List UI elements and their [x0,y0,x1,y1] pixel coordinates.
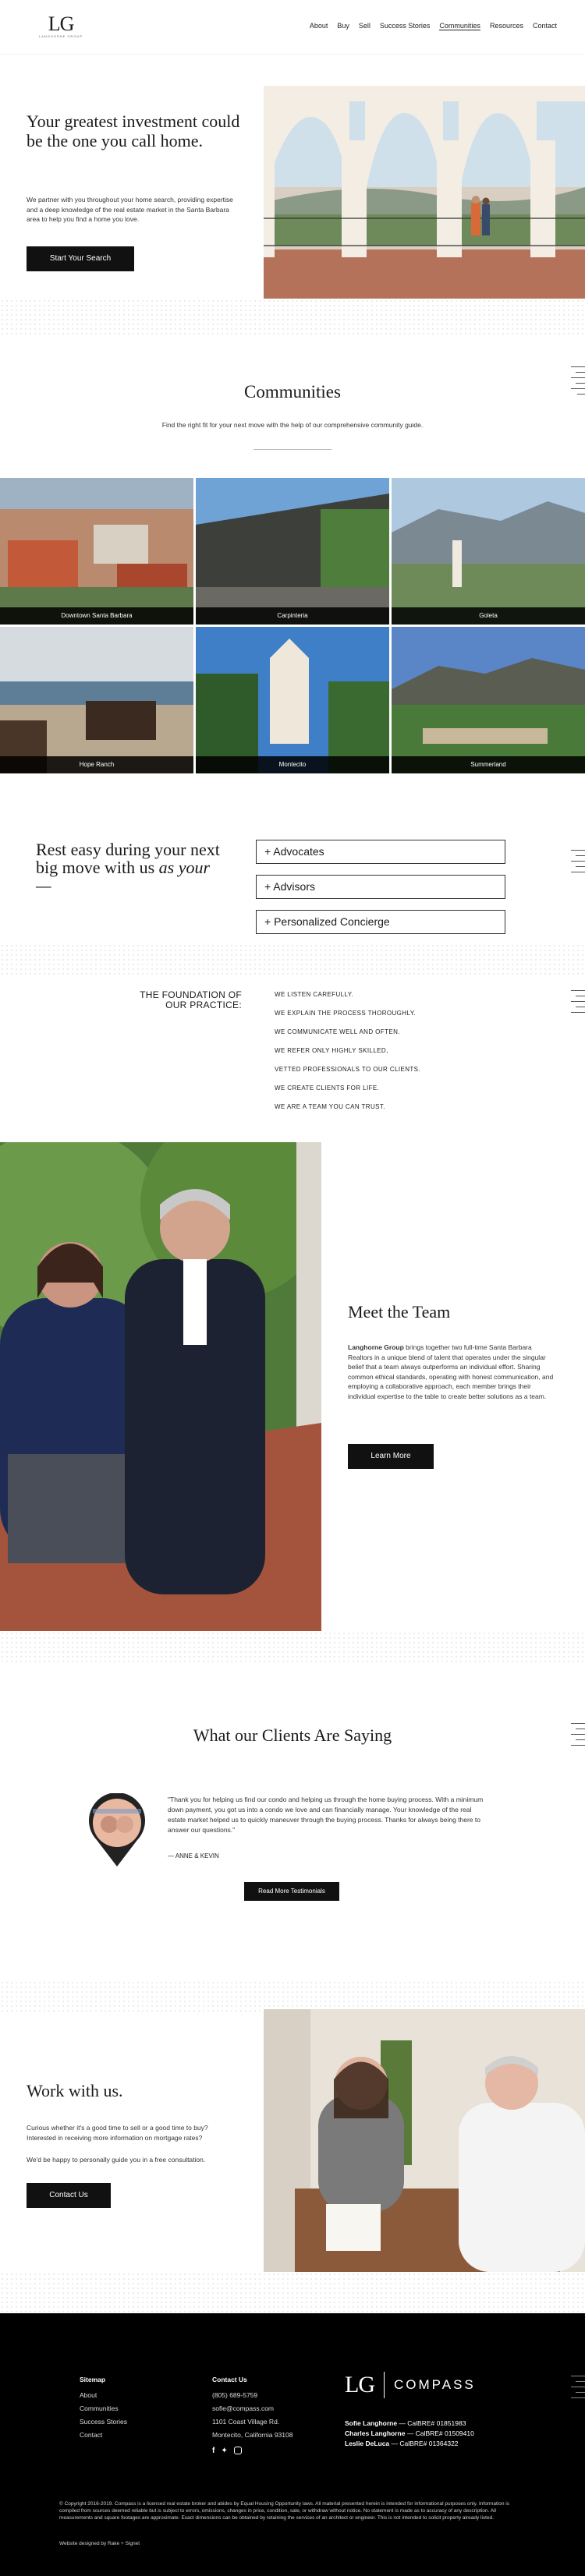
dot-pattern [0,1980,585,2012]
work-paragraph-1: Curious whether it's a good time to sell or a good time to buy? Interested in receiving more information on mortgage rates? [27,2124,208,2142]
dot-pattern [0,2272,585,2313]
nav-resources[interactable]: Resources [489,22,523,30]
footer-link-success-stories[interactable]: Success Stories [80,2418,127,2426]
side-decoration [568,850,585,877]
logo-subtitle: LANGHORNE GROUP [39,34,83,38]
footer-credit[interactable]: Website designed by Rake + Signet [59,2541,140,2546]
agent-license: — CalBRE# 01509410 [405,2429,474,2437]
footer-address-line1: 1101 Coast Village Rd. [212,2418,280,2426]
social-links [212,2447,292,2455]
hero-headline: Your greatest investment could be the one you call home. [27,111,240,150]
community-tile-hope-ranch[interactable] [0,627,193,773]
nav-sell[interactable]: Sell [358,22,370,30]
learn-more-button[interactable]: Learn More [348,1444,434,1469]
side-decoration [568,1723,585,1750]
nav-buy[interactable]: Buy [337,22,349,30]
agent-license: — CalBRE# 01364322 [389,2440,459,2447]
team-body-text: brings together two full-time Santa Barbara Realtors in a unique blend of talent that operates under the singular belief that a team always outperforms an individual effort. Sharing common ethical standards, operating with honest communication, and employing a collaborative approach, each member brings their individual expertise to the table to create better solutions as a team. [348,1343,554,1400]
practice-item: WE ARE A TEAM YOU CAN TRUST. [275,1103,385,1110]
footer-logo: LG [345,2372,374,2397]
footer-copyright: © Copyright 2016-2019. Compass is a licensed real estate broker and abides by Equal Housing Opportunity laws. All material presented herein is intended for informational purposes only. Information is compiled from sources deemed reliable but is subject to errors, omissions, changes in price, condition, sale, or withdraw without notice. No statement is made as to accuracy of any description. All measurements and square footages are approximate. Exact dimensions can be obtained by retaining the services of an architect or engineer. This is not intended to solicit property already listed. [59,2501,509,2521]
site-header [0,0,585,55]
accordion-advocates[interactable]: + Advocates [256,840,505,864]
practice-item: VETTED PROFESSIONALS TO OUR CLIENTS. [275,1066,421,1073]
work-paragraph-2: We'd be happy to personally guide you in a free consultation. [27,2156,206,2164]
contact-title: Contact Us [212,2376,247,2383]
logo-mark: LG [48,12,74,35]
rest-easy-headline-text: Rest easy during your next big move with us [36,840,220,877]
rest-easy-headline [36,840,223,894]
community-label: Hope Ranch [0,756,193,773]
nav-communities[interactable]: Communities [439,22,480,30]
footer-sitemap [80,2376,127,2444]
community-tile-goleta[interactable] [392,478,585,625]
communities-title: Communities [244,382,341,402]
side-decoration [568,366,585,399]
site-footer [0,2313,585,2576]
twitter-icon[interactable]: ✦ [221,2447,228,2455]
footer-address-line2: Montecito, California 93108 [212,2431,293,2439]
accordion-personalized-concierge[interactable]: + Personalized Concierge [256,910,505,934]
footer-link-communities[interactable]: Communities [80,2404,119,2412]
side-decoration [568,990,585,1017]
team-title: Meet the Team [348,1302,451,1322]
foundation-list [275,991,477,1122]
read-more-testimonials-button[interactable]: Read More Testimonials [244,1882,339,1901]
agent-name: Charles Langhorne [345,2429,406,2437]
agent-name: Sofie Langhorne [345,2419,398,2427]
community-label: Montecito [196,756,389,773]
sitemap-title: Sitemap [80,2376,106,2383]
nav-about[interactable]: About [309,22,328,30]
hero-body: We partner with you throughout your home search, providing expertise and a deep knowledge of the real estate market in the Santa Barbara area to help you find a home you love. [27,196,233,223]
community-tile-downtown[interactable] [0,478,193,625]
community-label: Downtown Santa Barbara [0,607,193,625]
agent-name: Leslie DeLuca [345,2440,390,2447]
practice-item: WE EXPLAIN THE PROCESS THOROUGHLY. [275,1010,417,1017]
team-photo [0,1142,321,1631]
rest-easy-headline-emphasis: as your — [36,858,211,895]
practice-item: WE LISTEN CAREFULLY. [275,991,354,998]
practice-item: WE CREATE CLIENTS FOR LIFE. [275,1085,380,1092]
community-tile-summerland[interactable] [392,627,585,773]
testimonial-author: — ANNE & KEVIN [168,1852,219,1859]
team-lead: Langhorne Group [348,1343,404,1351]
start-search-button[interactable]: Start Your Search [27,246,134,271]
communities-subtitle: Find the right fit for your next move with the help of our comprehensive community guide. [161,421,424,429]
footer-phone[interactable]: (805) 689-5759 [212,2391,258,2399]
compass-logo: COMPASS [394,2377,476,2392]
agent-row [345,2439,474,2449]
footer-link-about[interactable]: About [80,2391,98,2399]
testimonials-title: What our Clients Are Saying [193,1725,392,1745]
contact-us-button[interactable]: Contact Us [27,2183,111,2208]
community-label: Goleta [392,607,585,625]
community-label: Summerland [392,756,585,773]
practice-item: WE COMMUNICATE WELL AND OFTEN. [275,1028,400,1035]
dot-pattern [0,943,585,975]
dot-pattern [0,1631,585,1662]
hero-photo-colonnade [264,86,585,299]
footer-email[interactable]: sofie@compass.com [212,2404,275,2412]
brand-divider [384,2372,385,2398]
agent-list [345,2419,474,2449]
divider [254,449,332,450]
agent-license: — CalBRE# 01851983 [397,2419,466,2427]
accordion-advisors[interactable]: + Advisors [256,875,505,899]
client-photo-pin [86,1793,148,1868]
work-title: Work with us. [27,2081,123,2100]
facebook-icon[interactable]: f [212,2447,215,2455]
nav-contact[interactable]: Contact [532,22,557,30]
testimonial-quote: "Thank you for helping us find our condo and helping us through the home buying process. With a minimum down payment, you got us into a condo we love and can financially manage. Your knowledge of the real estate market helped us to quickly maneuver through the buying process. Thanks for always being there to answer our questions." [168,1796,484,1834]
foundation-title: THE FOUNDATION OF OUR PRACTICE: [140,989,242,1010]
agent-row [345,2419,474,2429]
footer-link-contact[interactable]: Contact [80,2431,103,2439]
footer-contact [212,2376,292,2455]
dot-pattern [0,299,585,338]
community-tile-montecito[interactable] [196,627,389,773]
footer-brand [345,2372,476,2398]
main-nav [310,22,557,30]
team-body [348,1343,555,1401]
work-photo [264,2009,585,2272]
nav-success-stories[interactable]: Success Stories [379,22,431,30]
agent-row [345,2429,474,2439]
site-logo[interactable] [39,14,83,38]
community-label: Carpinteria [196,607,389,625]
practice-item: WE REFER ONLY HIGHLY SKILLED, [275,1047,388,1054]
community-tile-carpinteria[interactable] [196,478,389,625]
side-decoration [568,2376,585,2403]
instagram-icon[interactable] [234,2447,242,2454]
